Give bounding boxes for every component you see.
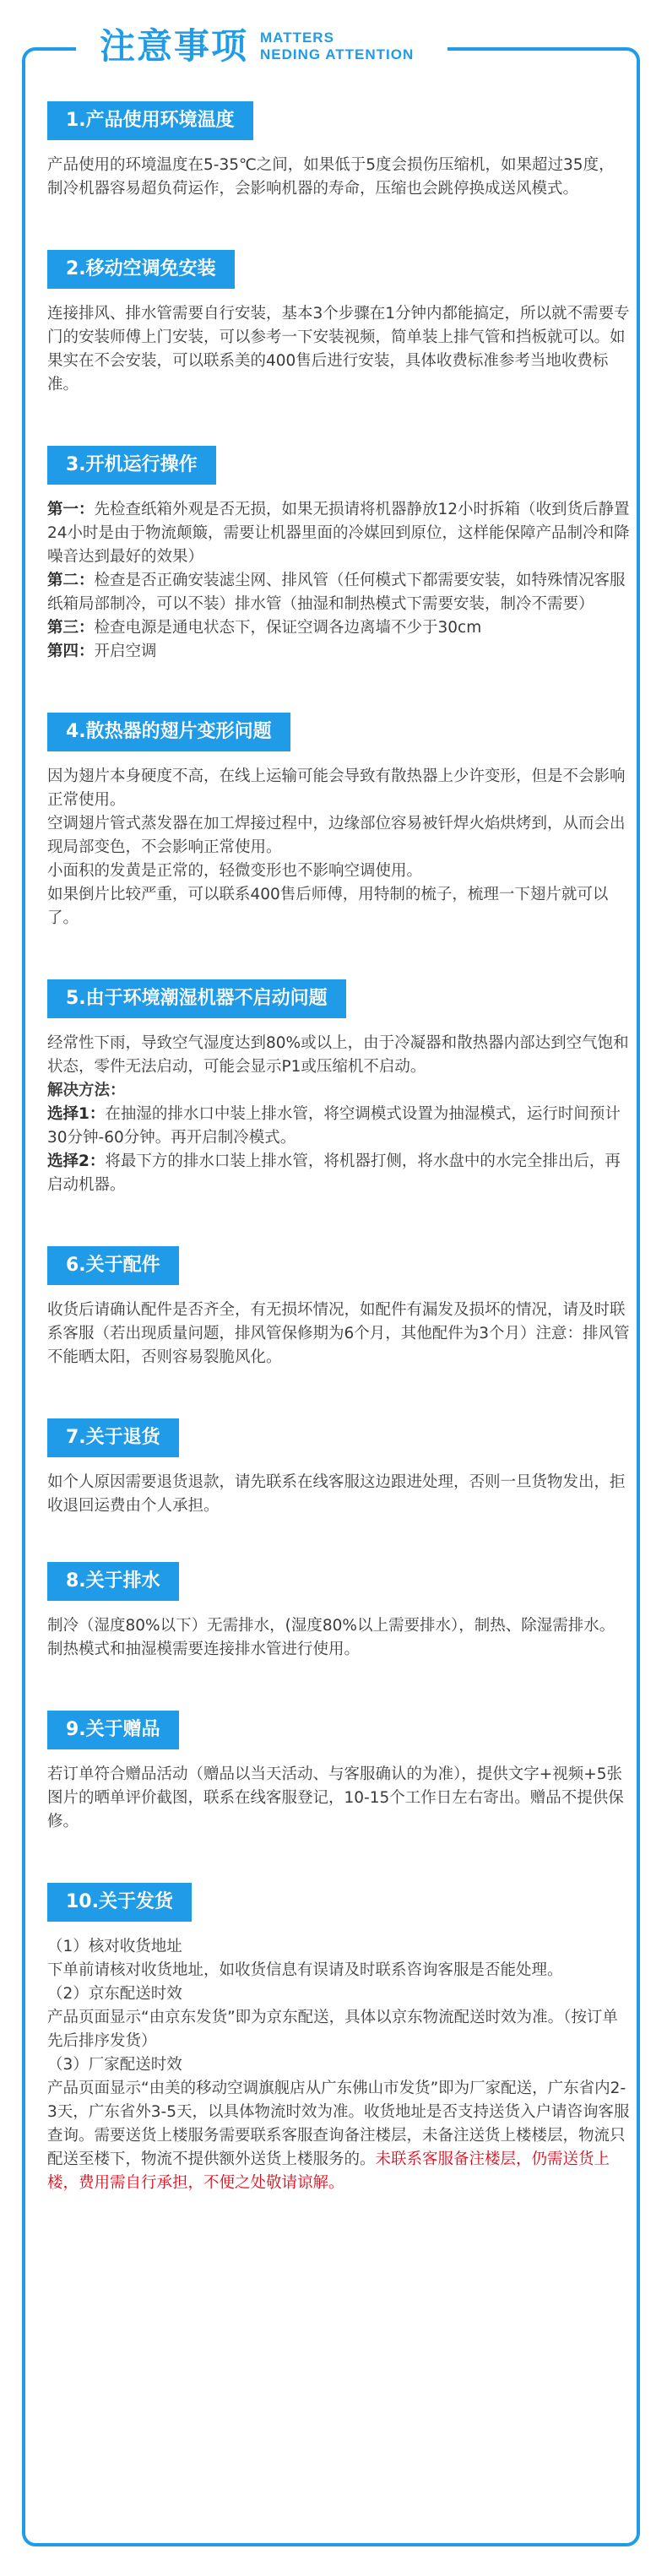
- step-text: 检查是否正确安装滤尘网、排风管（任何模式下都需要安装，如特殊情况客服纸箱局部制冷，可以不装）排水管（抽湿和制热模式下需要安装，制冷不需要）: [47, 572, 626, 613]
- section-body: [47, 302, 630, 397]
- option-label: 选择1：: [47, 1105, 106, 1123]
- section-shipping: [47, 1883, 630, 2195]
- section-heading: 9.关于赠品: [47, 1711, 179, 1749]
- title-english-line2: NEDING ATTENTION: [260, 46, 415, 62]
- subheading: （3）厂家配送时效: [47, 2056, 182, 2074]
- section-accessories: [47, 1246, 630, 1369]
- paragraph: 若订单符合赠品活动（赠品以当天活动、与客服确认的为准），提供文字+视频+5张图片的晒单评价截图，联系在线客服登记，10-15个工作日左右寄出。赠品不提供保修。: [47, 1765, 624, 1830]
- section-body: [47, 765, 630, 930]
- warning-text: 未联系客服备注楼层，仍需送货上楼，费用需自行承担，不便之处敬请谅解。: [47, 2150, 610, 2192]
- section-heading: 2.移动空调免安装: [47, 250, 235, 289]
- title-english-line1: MATTERS: [260, 30, 334, 46]
- title-english: [260, 30, 414, 62]
- paragraph: 小面积的发黄是正常的，轻微变形也不影响空调使用。: [47, 862, 423, 880]
- page-title: [76, 15, 447, 78]
- option-text: 将最下方的排水口装上排水管，将机器打侧，将水盘中的水完全排出后，再启动机器。: [47, 1152, 621, 1194]
- step-4: [47, 640, 630, 664]
- paragraph: 空调翅片管式蒸发器在加工焊接过程中，边缘部位容易被钎焊火焰烘烤到，从而会出现局部变色，不会影响正常使用。: [47, 815, 626, 856]
- section-startup: [47, 446, 630, 664]
- shipping-text: 产品页面显示“由美的移动空调旗舰店从广东佛山市发货”即为厂家配送，广东省内2-3天，广东省外3-5天，以具体物流时效为准。收货地址是否支持送货入户请咨询客服查询。需要送货上楼服务需要联系客服查询备注楼层，未备注送货上楼楼层，物流只配送至楼下，物流不提供额外送货上楼服务的。: [47, 2080, 630, 2168]
- section-heading: 4.散热器的翅片变形问题: [47, 713, 290, 751]
- solution-label: 解决方法：: [47, 1082, 126, 1099]
- paragraph: 连接排风、排水管需要自行安装，基本3个步骤在1分钟内都能搞定，所以就不需要专门的安装师傅上门安装，可以参考一下安装视频，简单装上排气管和挡板就可以。如果实在不会安装，可以联系美的400售后进行安装，具体收费标准参考当地收费标准。: [47, 305, 630, 393]
- step-label: 第一：: [47, 501, 95, 518]
- section-temperature: [47, 101, 630, 201]
- section-body: [47, 1471, 630, 1518]
- paragraph: 因为翅片本身硬度不高，在线上运输可能会导致有散热器上少许变形，但是不会影响正常使用。: [47, 767, 626, 809]
- paragraph: 收货后请确认配件是否齐全，有无损坏情况，如配件有漏发及损坏的情况，请及时联系客服（若出现质量问题，排风管保修期为6个月，其他配件为3个月）注意：排风管不能晒太阳，否则容易裂脆风化。: [47, 1301, 630, 1366]
- section-body: [47, 498, 630, 664]
- section-body: [47, 1032, 630, 1197]
- section-heading: 8.关于排水: [47, 1562, 179, 1601]
- section-fins: [47, 713, 630, 930]
- subheading: （1）核对收货地址: [47, 1938, 182, 1955]
- step-text: 检查电源是通电状态下，保证空调各边离墙不少于30cm: [94, 619, 482, 637]
- step-text: 开启空调: [94, 643, 157, 660]
- notes-content: [47, 101, 630, 2244]
- step-label: 第四：: [47, 643, 95, 660]
- step-text: 先检查纸箱外观是否无损，如果无损请将机器静放12小时拆箱（收到货后静置24小时是由于物流颠簸，需要让机器里面的冷媒回到原位，这样能保障产品制冷和降噪音达到最好的效果）: [47, 501, 630, 566]
- step-1: [47, 498, 630, 569]
- subheading: （2）京东配送时效: [47, 1985, 182, 2003]
- paragraph: 制冷（湿度80%以下）无需排水，(湿度80%以上需要排水），制热、除湿需排水。制热模式和抽湿模需要连接排水管进行使用。: [47, 1617, 615, 1658]
- paragraph: 如果倒片比较严重，可以联系400售后师傅，用特制的梳子，梳理一下翅片就可以了。: [47, 886, 609, 927]
- section-heading: 3.开机运行操作: [47, 446, 216, 485]
- section-body: [47, 1299, 630, 1369]
- step-label: 第三：: [47, 619, 95, 637]
- section-body: [47, 1614, 630, 1662]
- section-gifts: [47, 1711, 630, 1834]
- option-text: 在抽湿的排水口中装上排水管，将空调模式设置为抽湿模式，运行时间预计30分钟-60分钟。再开启制冷模式。: [47, 1105, 621, 1147]
- section-heading: 5.由于环境潮湿机器不启动问题: [47, 979, 346, 1018]
- section-humidity: [47, 979, 630, 1197]
- section-heading: 6.关于配件: [47, 1246, 179, 1285]
- step-2: [47, 569, 630, 616]
- option-label: 选择2：: [47, 1152, 106, 1170]
- paragraph: 产品页面显示“由京东发货”即为京东配送，具体以京东物流配送时效为准。（按订单先后排序发货）: [47, 2009, 618, 2050]
- paragraph: 如个人原因需要退货退款，请先联系在线客服这边跟进处理，否则一旦货物发出，拒收退回运费由个人承担。: [47, 1473, 626, 1515]
- option-1: [47, 1103, 630, 1150]
- section-body: [47, 154, 630, 201]
- section-drainage: [47, 1562, 630, 1662]
- section-body: [47, 1763, 630, 1834]
- section-installation: [47, 250, 630, 397]
- step-3: [47, 616, 630, 640]
- step-label: 第二：: [47, 572, 95, 589]
- section-returns: [47, 1418, 630, 1518]
- paragraph: 经常性下雨，导致空气湿度达到80%或以上，由于冷凝器和散热器内部达到空气饱和状态，零件无法启动，可能会显示P1或压缩机不启动。: [47, 1034, 629, 1076]
- title-chinese: 注意事项: [100, 25, 249, 67]
- section-body: [47, 1935, 630, 2195]
- paragraph: [47, 2077, 630, 2195]
- section-heading: 1.产品使用环境温度: [47, 101, 253, 140]
- paragraph: 下单前请核对收货地址，如收货信息有误请及时联系咨询客服是否能处理。: [47, 1961, 563, 1979]
- section-heading: 7.关于退货: [47, 1418, 179, 1457]
- option-2: [47, 1150, 630, 1197]
- section-heading: 10.关于发货: [47, 1883, 192, 1922]
- paragraph: 产品使用的环境温度在5-35℃之间，如果低于5度会损伤压缩机，如果超过35度，制冷机器容易超负荷运作，会影响机器的寿命，压缩也会跳停换成送风模式。: [47, 156, 615, 198]
